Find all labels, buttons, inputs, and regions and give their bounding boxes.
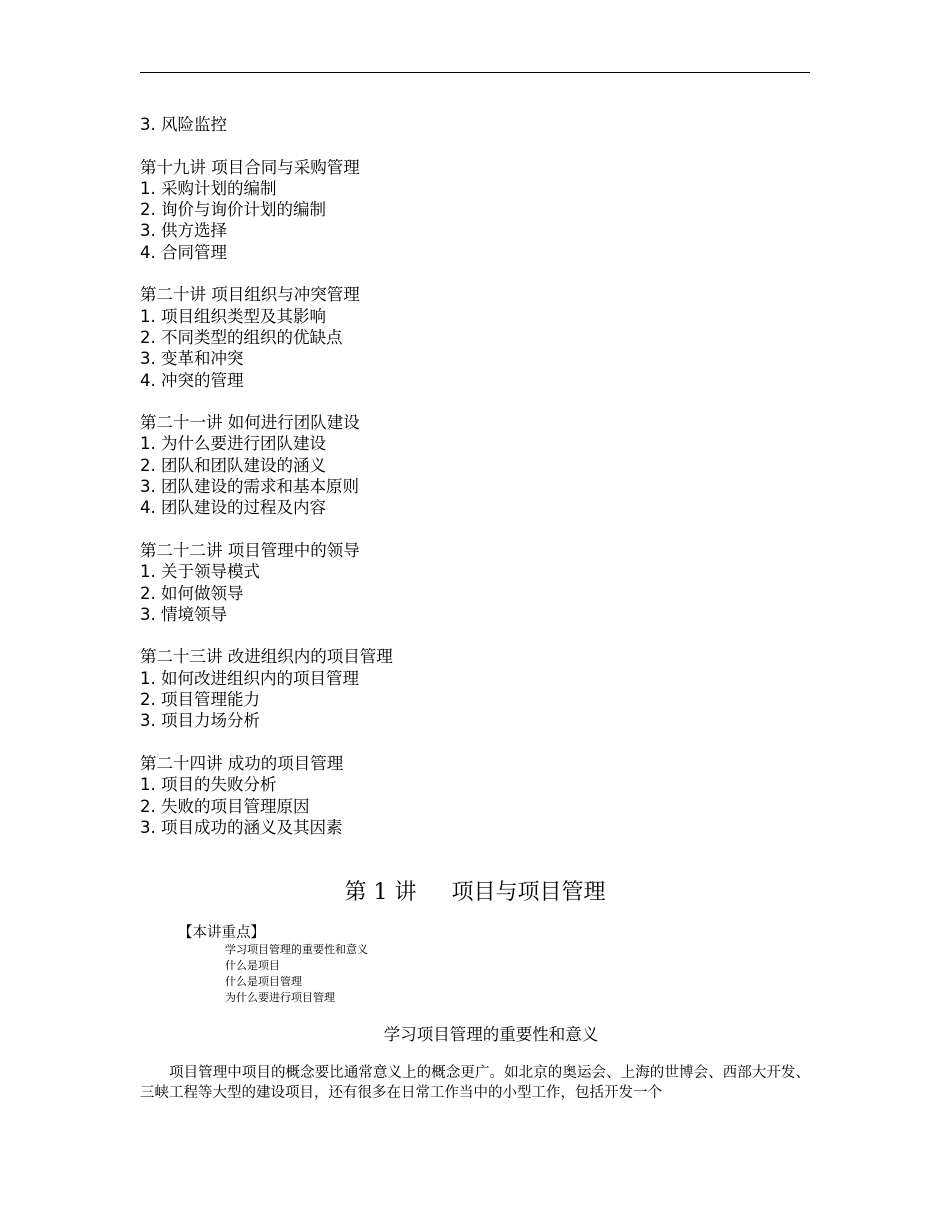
lecture-20 bbox=[140, 284, 393, 390]
toc-item: 2. 团队和团队建设的涵义 bbox=[140, 455, 326, 475]
toc-item: 2. 询价与询价计划的编制 bbox=[140, 200, 326, 220]
toc-item: 3. 项目成功的涵义及其因素 bbox=[140, 817, 343, 837]
toc-item: 2. 失败的项目管理原因 bbox=[140, 796, 310, 816]
toc-item: 4. 团队建设的过程及内容 bbox=[140, 498, 326, 518]
toc-item: 1. 项目的失败分析 bbox=[140, 775, 277, 795]
body-paragraph: 项目管理中项目的概念要比通常意义上的概念更广。如北京的奥运会、上海的世博会、西部大开发、三峡工程等大型的建设项目，还有很多在日常工作当中的小型工作，包括开发一个 bbox=[140, 1065, 810, 1101]
key-point-item: 什么是项目 bbox=[225, 959, 280, 972]
lecture-21 bbox=[140, 412, 393, 518]
lecture-title: 第十九讲 项目合同与采购管理 bbox=[140, 157, 360, 177]
chapter-number: 1 bbox=[373, 880, 388, 905]
table-of-contents bbox=[140, 114, 393, 859]
key-points bbox=[178, 924, 368, 1006]
toc-lead-group bbox=[140, 114, 393, 135]
lecture-22 bbox=[140, 540, 393, 625]
toc-item: 3. 变革和冲突 bbox=[140, 349, 244, 369]
chapter-title bbox=[0, 878, 950, 908]
chapter-suffix: 讲 bbox=[394, 880, 417, 905]
toc-item: 3. 风险监控 bbox=[140, 115, 227, 134]
toc-item: 4. 冲突的管理 bbox=[140, 370, 244, 390]
header-rule bbox=[140, 72, 810, 73]
chapter-name: 项目与项目管理 bbox=[451, 880, 606, 905]
toc-item: 3. 团队建设的需求和基本原则 bbox=[140, 477, 359, 497]
key-points-list bbox=[225, 942, 368, 1006]
key-point-item: 什么是项目管理 bbox=[225, 975, 302, 988]
toc-item: 1. 采购计划的编制 bbox=[140, 178, 277, 198]
lecture-title: 第二十讲 项目组织与冲突管理 bbox=[140, 285, 360, 305]
toc-item: 1. 项目组织类型及其影响 bbox=[140, 306, 326, 326]
section-title: 学习项目管理的重要性和意义 bbox=[383, 1025, 599, 1044]
toc-item: 1. 如何改进组织内的项目管理 bbox=[140, 668, 359, 688]
toc-item: 1. 关于领导模式 bbox=[140, 562, 260, 582]
key-points-heading: 【本讲重点】 bbox=[178, 925, 265, 941]
key-point-item: 为什么要进行项目管理 bbox=[225, 991, 335, 1004]
lecture-title: 第二十四讲 成功的项目管理 bbox=[140, 753, 344, 773]
toc-item: 2. 项目管理能力 bbox=[140, 690, 260, 710]
toc-item: 3. 项目力场分析 bbox=[140, 711, 260, 731]
lecture-24 bbox=[140, 753, 393, 838]
chapter-prefix: 第 bbox=[344, 880, 367, 905]
lecture-title: 第二十三讲 改进组织内的项目管理 bbox=[140, 647, 393, 667]
key-point-item: 学习项目管理的重要性和意义 bbox=[225, 943, 368, 956]
toc-item: 2. 如何做领导 bbox=[140, 583, 244, 603]
lecture-19 bbox=[140, 157, 393, 263]
toc-item: 3. 供方选择 bbox=[140, 221, 227, 241]
toc-item: 3. 情境领导 bbox=[140, 604, 227, 624]
toc-item: 1. 为什么要进行团队建设 bbox=[140, 434, 326, 454]
toc-item: 2. 不同类型的组织的优缺点 bbox=[140, 327, 343, 347]
toc-item: 4. 合同管理 bbox=[140, 242, 227, 262]
lecture-title: 第二十二讲 项目管理中的领导 bbox=[140, 540, 360, 560]
lecture-23 bbox=[140, 646, 393, 731]
lecture-title: 第二十一讲 如何进行团队建设 bbox=[140, 413, 360, 433]
